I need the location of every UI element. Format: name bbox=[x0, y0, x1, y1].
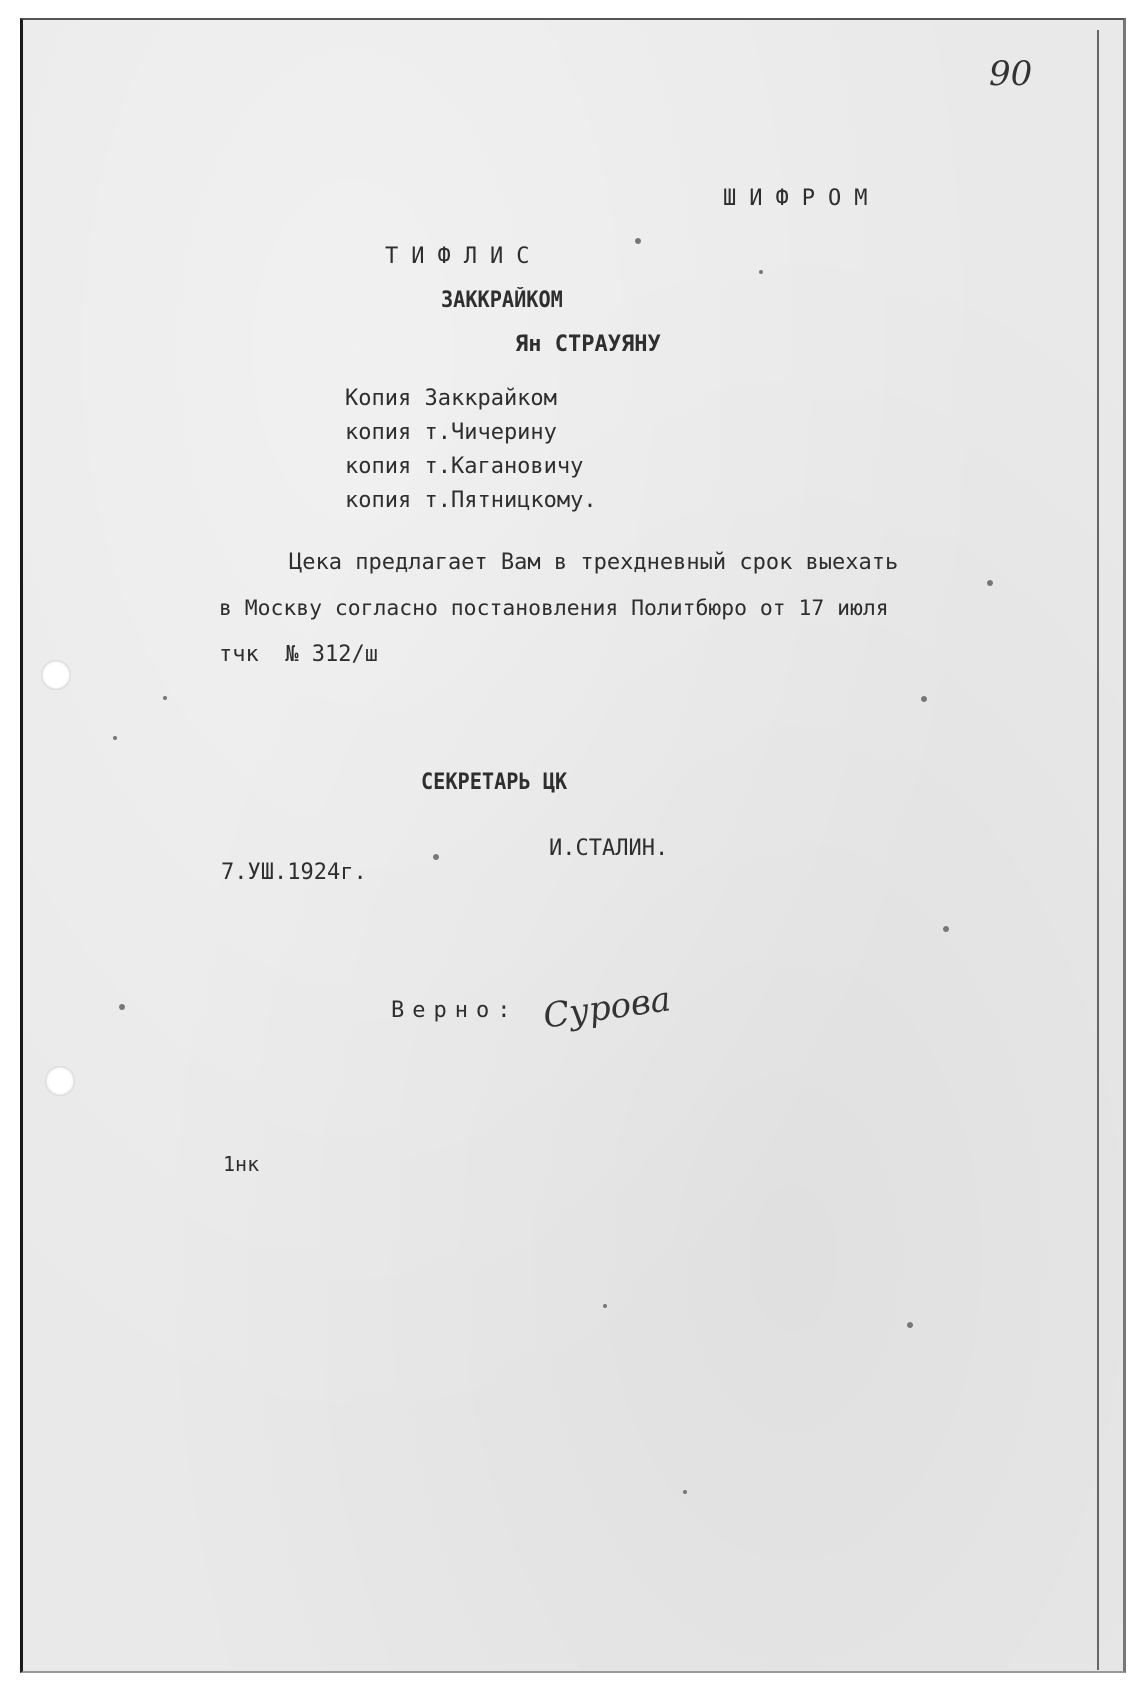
speck bbox=[119, 1004, 125, 1010]
speck bbox=[907, 1322, 913, 1328]
speck bbox=[759, 270, 763, 274]
speck bbox=[921, 696, 927, 702]
body-line: Цека предлагает Вам в трехдневный срок выехать bbox=[289, 550, 899, 575]
punch-hole-top bbox=[41, 660, 71, 690]
punch-hole-bottom bbox=[45, 1066, 75, 1096]
copy-line: копия т.Пятницкому. bbox=[345, 488, 597, 513]
verified-signature: Сурова bbox=[540, 979, 674, 1037]
document-date: 7.УШ.1924г. bbox=[221, 860, 367, 885]
speck bbox=[943, 926, 949, 932]
scan-edge bbox=[1097, 30, 1099, 1670]
speck bbox=[113, 736, 117, 740]
verified-label: Верно: bbox=[391, 998, 519, 1023]
signature-title: СЕКРЕТАРЬ ЦК bbox=[421, 770, 568, 795]
document-page bbox=[20, 18, 1126, 1673]
speck bbox=[987, 580, 993, 586]
address-city: ТИФЛИС bbox=[385, 244, 543, 269]
cipher-header: ШИФРОМ bbox=[723, 186, 881, 211]
address-recipient: Ян СТРАУЯНУ bbox=[515, 332, 661, 357]
body-line: тчк № 312/ш bbox=[219, 642, 378, 667]
footer-code: 1нк bbox=[223, 1152, 260, 1176]
speck bbox=[683, 1490, 687, 1494]
copy-line: Копия Заккрайком bbox=[345, 386, 557, 411]
address-org: ЗАККРАЙКОМ bbox=[441, 288, 563, 313]
copy-line: копия т.Чичерину bbox=[345, 420, 557, 445]
copy-line: копия т.Кагановичу bbox=[345, 454, 584, 479]
page-number: 90 bbox=[989, 54, 1033, 94]
speck bbox=[635, 238, 641, 244]
speck bbox=[433, 854, 439, 860]
speck bbox=[603, 1304, 607, 1308]
speck bbox=[163, 696, 167, 700]
body-line: в Москву согласно постановления Политбюро от 17 июля bbox=[219, 596, 889, 621]
signatory-name: И.СТАЛИН. bbox=[549, 836, 669, 861]
